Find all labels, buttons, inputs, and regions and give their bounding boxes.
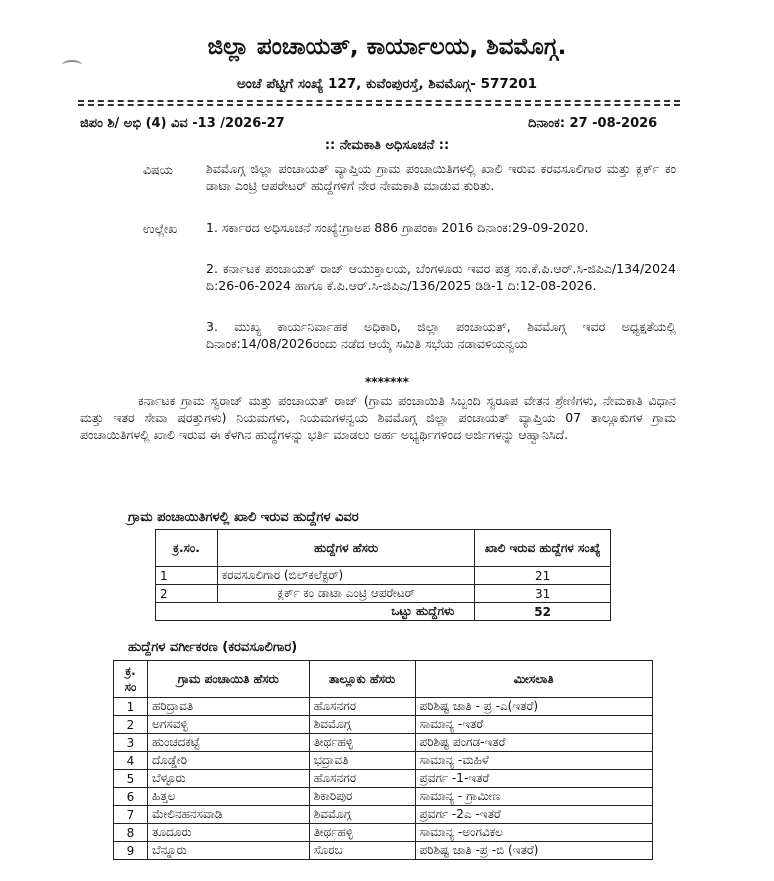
class-gp-name: ಹಿತ್ತಲ (147, 788, 309, 806)
class-taluk: ತೀರ್ಥಹಳ್ಳಿ (309, 824, 415, 842)
class-taluk: ಶಿವಮೊಗ್ಗ (309, 806, 415, 824)
vacancy-table-caption: ಗ್ರಾಮ ಪಂಚಾಯಿತಿಗಳಲ್ಲಿ ಖಾಲಿ ಇರುವ ಹುದ್ದೆಗಳ ವಿವರ (128, 510, 359, 525)
class-gp-name: ಬೆಳ್ಳೂರು (147, 770, 309, 788)
class-taluk: ತೀರ್ಥಹಳ್ಳಿ (309, 734, 415, 752)
vacancy-count: 31 (475, 585, 611, 603)
class-header-gp: ಗ್ರಾಮ ಪಂಚಾಯಿತಿ ಹೆಸರು (147, 661, 309, 698)
class-taluk: ಶಿವಮೊಗ್ಗ (309, 716, 415, 734)
divider-bottom (78, 104, 680, 106)
class-header-serial: ಕ್ರ. ಸಂ (114, 661, 148, 698)
references-label: ಉಲ್ಲೇಖ (143, 221, 178, 236)
decorative-mark (62, 60, 82, 70)
classification-table-caption: ಹುದ್ದೆಗಳ ವರ್ಗೀಕರಣ (ಕರವಸೂಲಿಗಾರ) (128, 640, 298, 655)
table-row (114, 734, 653, 752)
notice-heading: :: ನೇಮಕಾತಿ ಅಧಿಸೂಚನೆ :: (324, 138, 450, 153)
class-gp-name: ಬೆನ್ನೂರು (147, 842, 309, 860)
reference-number: ಜಿಪಂ ಶಿ/ ಅಭಿ (4) ವಿವ -13 /2026-27 (80, 116, 285, 131)
class-gp-name: ಅಗಸವಳ್ಳಿ (147, 716, 309, 734)
class-gp-name: ಹುಂಚದಕಟ್ಟೆ (147, 734, 309, 752)
divider-top (78, 100, 680, 102)
classification-table (113, 660, 653, 860)
class-serial: 4 (114, 752, 148, 770)
vacancy-header-post: ಹುದ್ದೆಗಳ ಹೆಸರು (217, 530, 474, 567)
class-taluk: ಭದ್ರಾವತಿ (309, 752, 415, 770)
vacancy-post: ಕ್ಲರ್ಕ್ ಕಂ ಡಾಟಾ ಎಂಟ್ರಿ ಆಪರೇಟರ್ (217, 585, 474, 603)
class-reservation: ಸಾಮಾನ್ಯ -ಮಹಿಳೆ (415, 752, 652, 770)
class-gp-name: ತೂದೂರು (147, 824, 309, 842)
class-serial: 7 (114, 806, 148, 824)
class-serial: 3 (114, 734, 148, 752)
table-row (114, 806, 653, 824)
class-taluk: ಸೊರಬ (309, 842, 415, 860)
table-row (114, 842, 653, 860)
class-gp-name: ಮೇಲಿನಹನಸವಾಡಿ (147, 806, 309, 824)
vacancy-serial: 1 (156, 567, 218, 585)
vacancy-header-serial: ಕ್ರ.ಸಂ. (156, 530, 218, 567)
reference-item-2: 2. ಕರ್ನಾಟಕ ಪಂಚಾಯತ್ ರಾಜ್ ಆಯುಕ್ತಾಲಯ, ಬೆಂಗಳೂರು ಇವರ ಪತ್ರ ಸಂ.ಕೆ.ಪಿ.ಆರ್.ಸಿ-ಜಿಪಿಎ/134/2024 ದಿ:26-06-2024 ಹಾಗೂ ಕೆ.ಪಿ.ಆರ್.ಸಿ-ಜಿಪಿಎ/136/2025 ಡಿಡಿ-1 ದಿ:12-08-2026. (206, 261, 676, 293)
class-reservation: ಪರಿಶಿಷ್ಟ ಜಾತಿ -ಪ್ರ -ಬಿ (ಇತರೆ) (415, 842, 652, 860)
class-reservation: ಪರಿಶಿಷ್ಟ ಪಂಗಡ-ಇತರೆ (415, 734, 652, 752)
reference-item-1: 1. ಸರ್ಕಾರದ ಅಧಿಸೂಚನೆ ಸಂಖ್ಯೆ:ಗ್ರಾಅಪ 886 ಗ್ರಾಪಂಕಾ 2016 ದಿನಾಂಕ:29-09-2020. (206, 220, 589, 235)
table-row (114, 716, 653, 734)
office-address: ಅಂಚೆ ಪೆಟ್ಟಿಗೆ ಸಂಖ್ಯೆ 127, ಕುವೆಂಪುರಸ್ತೆ, ಶಿವಮೊಗ್ಗ- 577201 (237, 76, 537, 92)
class-gp-name: ದೊಡ್ಡೇರಿ (147, 752, 309, 770)
table-row (156, 603, 611, 621)
class-header-reservation: ಮೀಸಲಾತಿ (415, 661, 652, 698)
class-header-taluk: ತಾಲ್ಲೂಕು ಹೆಸರು (309, 661, 415, 698)
vacancy-total-label: ಒಟ್ಟು ಹುದ್ದೆಗಳು (156, 603, 475, 621)
class-gp-name: ಹರಿದ್ರಾವತಿ (147, 698, 309, 716)
subject-text: ಶಿವಮೊಗ್ಗ ಜಿಲ್ಲಾ ಪಂಚಾಯತ್ ವ್ಯಾಪ್ತಿಯ ಗ್ರಾಮ ಪಂಚಾಯಿತಿಗಳಲ್ಲಿ ಖಾಲಿ ಇರುವ ಕರವಸೂಲಿಗಾರ ಮತ್ತು ಕ್ಲರ್ಕ್ ಕಂ ಡಾಟಾ ಎಂಟ್ರಿ ಆಪರೇಟರ್ ಹುದ್ದೆಗಳಿಗೆ ನೇರ ನೇಮಕಾತಿ ಮಾಡುವ ಕುರಿತು. (206, 161, 676, 193)
vacancy-serial: 2 (156, 585, 218, 603)
class-taluk: ಹೊಸನಗರ (309, 770, 415, 788)
class-taluk: ಹೊಸನಗರ (309, 698, 415, 716)
class-reservation: ಪ್ರವರ್ಗ -2ಎ -ಇತರೆ (415, 806, 652, 824)
class-serial: 6 (114, 788, 148, 806)
class-reservation: ಸಾಮಾನ್ಯ -ಅಂಗವಿಕಲ (415, 824, 652, 842)
vacancy-total-value: 52 (475, 603, 611, 621)
vacancy-header-count: ಖಾಲಿ ಇರುವ ಹುದ್ದೆಗಳ ಸಂಖ್ಯೆ (475, 530, 611, 567)
notice-date: ದಿನಾಂಕ: 27 -08-2026 (528, 116, 658, 131)
table-row (114, 770, 653, 788)
vacancy-table (155, 529, 611, 621)
class-reservation: ಸಾಮಾನ್ಯ - ಗ್ರಾಮೀಣ (415, 788, 652, 806)
class-taluk: ಶಿಕಾರಿಪುರ (309, 788, 415, 806)
class-serial: 1 (114, 698, 148, 716)
reference-item-3: 3. ಮುಖ್ಯ ಕಾರ್ಯನಿರ್ವಾಹಕ ಅಧಿಕಾರಿ, ಜಿಲ್ಲಾ ಪಂಚಾಯತ್, ಶಿವಮೊಗ್ಗ ಇವರ ಅಧ್ಯಕ್ಷತೆಯಲ್ಲಿ ದಿನಾಂಕ:14/08/2026ರಂದು ನಡೆದ ಆಯ್ಕೆ ಸಮಿತಿ ಸಭೆಯ ನಡಾವಳಿಯನ್ವಯ (206, 319, 676, 351)
class-serial: 2 (114, 716, 148, 734)
vacancy-post: ಕರವಸೂಲಿಗಾರ (ಬಿಲ್‌ಕಲೆಕ್ಟರ್) (217, 567, 474, 585)
classification-rows (114, 698, 653, 860)
subject-label: ವಿಷಯ (143, 162, 173, 177)
body-paragraph: ಕರ್ನಾಟಕ ಗ್ರಾಮ ಸ್ವರಾಜ್ ಮತ್ತು ಪಂಚಾಯತ್ ರಾಜ್ (ಗ್ರಾಮ ಪಂಚಾಯಿತಿ ಸಿಬ್ಬಂದಿ ಸ್ವರೂಪ ವೇತನ ಶ್ರೇಣಿಗಳು, ನೇಮಕಾತಿ ವಿಧಾನ ಮತ್ತು ಇತರ ಸೇವಾ ಷರತ್ತುಗಳು) ನಿಯಮಗಳು, ನಿಯಮಗಳನ್ವಯ ಶಿವಮೊಗ್ಗ ಜಿಲ್ಲಾ ಪಂಚಾಯತ್ ವ್ಯಾಪ್ತಿಯ 07 ತಾಲ್ಲೂಕುಗಳ ಗ್ರಾಮ ಪಂಚಾಯಿತಿಗಳಲ್ಲಿ ಖಾಲಿ ಇರುವ ಈ ಕೆಳಗಿನ ಹುದ್ದೆಗಳನ್ನು ಭರ್ತಿ ಮಾಡಲು ಅರ್ಹ ಅಭ್ಯರ್ಥಿಗಳಿಂದ ಅರ್ಜಿಗಳನ್ನು ಆಹ್ವಾನಿಸಿದೆ. (80, 393, 676, 442)
class-reservation: ಪ್ರವರ್ಗ -1-ಇತರೆ (415, 770, 652, 788)
class-reservation: ಪರಿಶಿಷ್ಟ ಜಾತಿ - ಪ್ರ -ಎ(ಇತರೆ) (415, 698, 652, 716)
office-title: ಜಿಲ್ಲಾ ಪಂಚಾಯತ್, ಕಾರ್ಯಾಲಯ, ಶಿವಮೊಗ್ಗ. (207, 34, 567, 60)
class-serial: 8 (114, 824, 148, 842)
table-row (156, 585, 611, 603)
class-serial: 9 (114, 842, 148, 860)
table-row (114, 698, 653, 716)
table-row (114, 752, 653, 770)
vacancy-count: 21 (475, 567, 611, 585)
class-serial: 5 (114, 770, 148, 788)
table-row (156, 567, 611, 585)
separator-stars: ******* (365, 375, 409, 389)
table-row (114, 788, 653, 806)
table-row (114, 824, 653, 842)
class-reservation: ಸಾಮಾನ್ಯ -ಇತರೆ (415, 716, 652, 734)
